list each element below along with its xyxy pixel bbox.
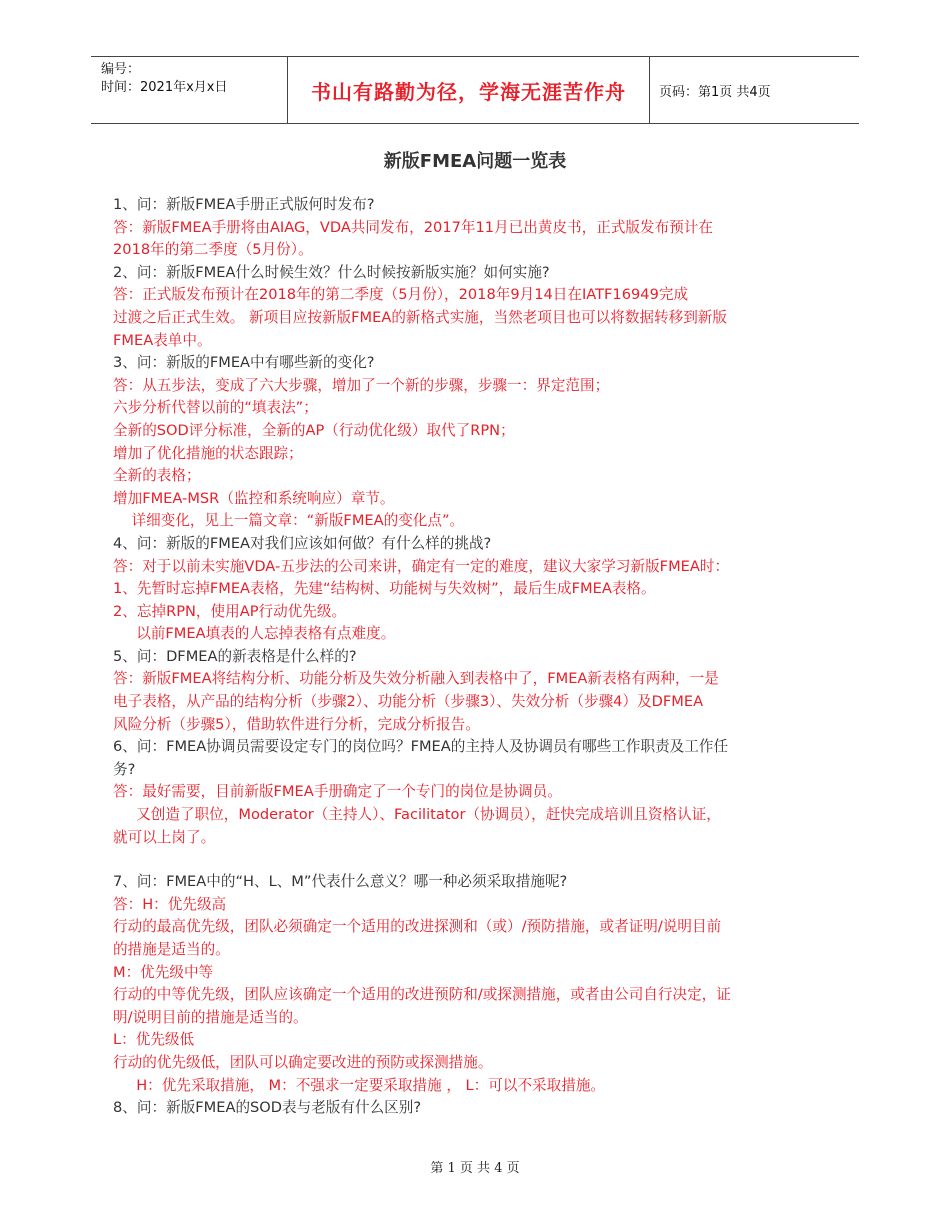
question-line: 8、问：新版FMEA的SOD表与老版有什么区别? (113, 1099, 422, 1117)
answer-line: 2、忘掉RPN，使用AP行动优先级。 (113, 602, 347, 620)
question-line: 1、问：新版FMEA手册正式版何时发布? (113, 196, 375, 213)
page-footer: 第 1 页 共 4 页 (430, 1161, 520, 1176)
answer-line: 又创造了职位，Moderator（主持人）、Facilitator（协调员），赶快完成培训且资格认证， (113, 806, 721, 824)
answer-line: 2018年的第二季度（5月份）。 (113, 241, 313, 259)
question-line: 务? (113, 760, 136, 778)
answer-line: 电子表格，从产品的结构分析（步骤2）、功能分析（步骤3）、失效分析（步骤4）及DFMEA (113, 693, 704, 711)
answer-line: 增加了优化措施的状态跟踪； (113, 444, 303, 462)
answer-line: 1、先暂时忘掉FMEA表格，先建“结构树、功能树与失效树”，最后生成FMEA表格。 (113, 580, 656, 598)
answer-line: 的措施是适当的。 (113, 941, 230, 958)
question-line: 4、问：新版的FMEA对我们应该如何做？有什么样的挑战? (113, 534, 492, 552)
header-page-number: 页码：第1页 共4页 (659, 84, 771, 100)
document-title: 新版FMEA问题一览表 (383, 151, 567, 172)
qa-content (113, 194, 843, 1120)
answer-line: M：优先级中等 (113, 963, 214, 981)
answer-line: 答：对于以前未实施VDA-五步法的公司来讲，确定有一定的难度，建议大家学习新版FMEA时： (113, 557, 730, 575)
answer-line: 答：正式版发布预计在2018年的第二季度（5月份），2018年9月14日在IATF16949完成 (113, 286, 689, 304)
answer-line: 风险分析（步骤5），借助软件进行分析，完成分析报告。 (113, 715, 480, 733)
answer-line: L：优先级低 (113, 1031, 195, 1049)
answer-line: 过渡之后正式生效。 新项目应按新版FMEA的新格式实施，当然老项目也可以将数据转移到新版 (113, 308, 727, 326)
answer-line: 明/说明目前的措施是适当的。 (113, 1008, 308, 1026)
page-header (91, 56, 859, 124)
header-motto: 书山有路勤为径，学海无涯苦作舟 (287, 57, 650, 123)
document-number-label: 编号： (101, 62, 141, 77)
answer-line: 行动的最高优先级，团队必须确定一个适用的改进探测和（或）/预防措施，或者证明/说明目前 (113, 918, 722, 936)
answer-line: 就可以上岗了。 (113, 828, 216, 846)
answer-line: 详细变化，见上一篇文章：“新版FMEA的变化点”。 (113, 512, 465, 530)
answer-line: 答：H：优先级高 (113, 895, 227, 913)
answer-line: 全新的表格； (113, 467, 201, 485)
question-line: 3、问：新版的FMEA中有哪些新的变化? (113, 354, 375, 372)
answer-line: 行动的优先级低，团队可以确定要改进的预防或探测措施。 (113, 1053, 493, 1071)
question-line: 2、问：新版FMEA什么时候生效？什么时候按新版实施？如何实施? (113, 263, 550, 281)
question-line: 5、问：DFMEA的新表格是什么样的? (113, 647, 357, 665)
answer-line: 全新的SOD评分标准，全新的AP（行动优化级）取代了RPN； (113, 421, 515, 439)
question-line: 7、问：FMEA中的“H、L、M”代表什么意义？哪一种必须采取措施呢? (113, 873, 568, 891)
blank-line (113, 849, 843, 871)
answer-line: 答：新版FMEA将结构分析、功能分析及失效分析融入到表格中了，FMEA新表格有两种，一是 (113, 670, 719, 688)
answer-line: 答：最好需要，目前新版FMEA手册确定了一个专门的岗位是协调员。 (113, 783, 562, 801)
answer-line: H：优先采取措施， M：不强求一定要采取措施 ， L：可以不采取措施。 (113, 1076, 606, 1094)
document-time-label: 时间：2021年x月x日 (101, 80, 228, 95)
answer-line: 答：新版FMEA手册将由AIAG，VDA共同发布，2017年11月已出黄皮书，正式版发布预计在 (113, 218, 713, 236)
answer-line: 答：从五步法，变成了六大步骤，增加了一个新的步骤，步骤一：界定范围； (113, 376, 610, 394)
question-line: 6、问：FMEA协调员需要设定专门的岗位吗？FMEA的主持人及协调员有哪些工作职责及工作任 (113, 738, 729, 756)
header-meta (91, 57, 287, 123)
answer-line: FMEA表单中。 (113, 331, 212, 349)
answer-line: 六步分析代替以前的“填表法”； (113, 399, 318, 417)
answer-line: 增加FMEA-MSR（监控和系统响应）章节。 (113, 489, 395, 507)
answer-line: 行动的中等优先级，团队应该确定一个适用的改进预防和/或探测措施，或者由公司自行决定，证 (113, 986, 731, 1004)
answer-line: 以前FMEA填表的人忘掉表格有点难度。 (113, 625, 396, 643)
